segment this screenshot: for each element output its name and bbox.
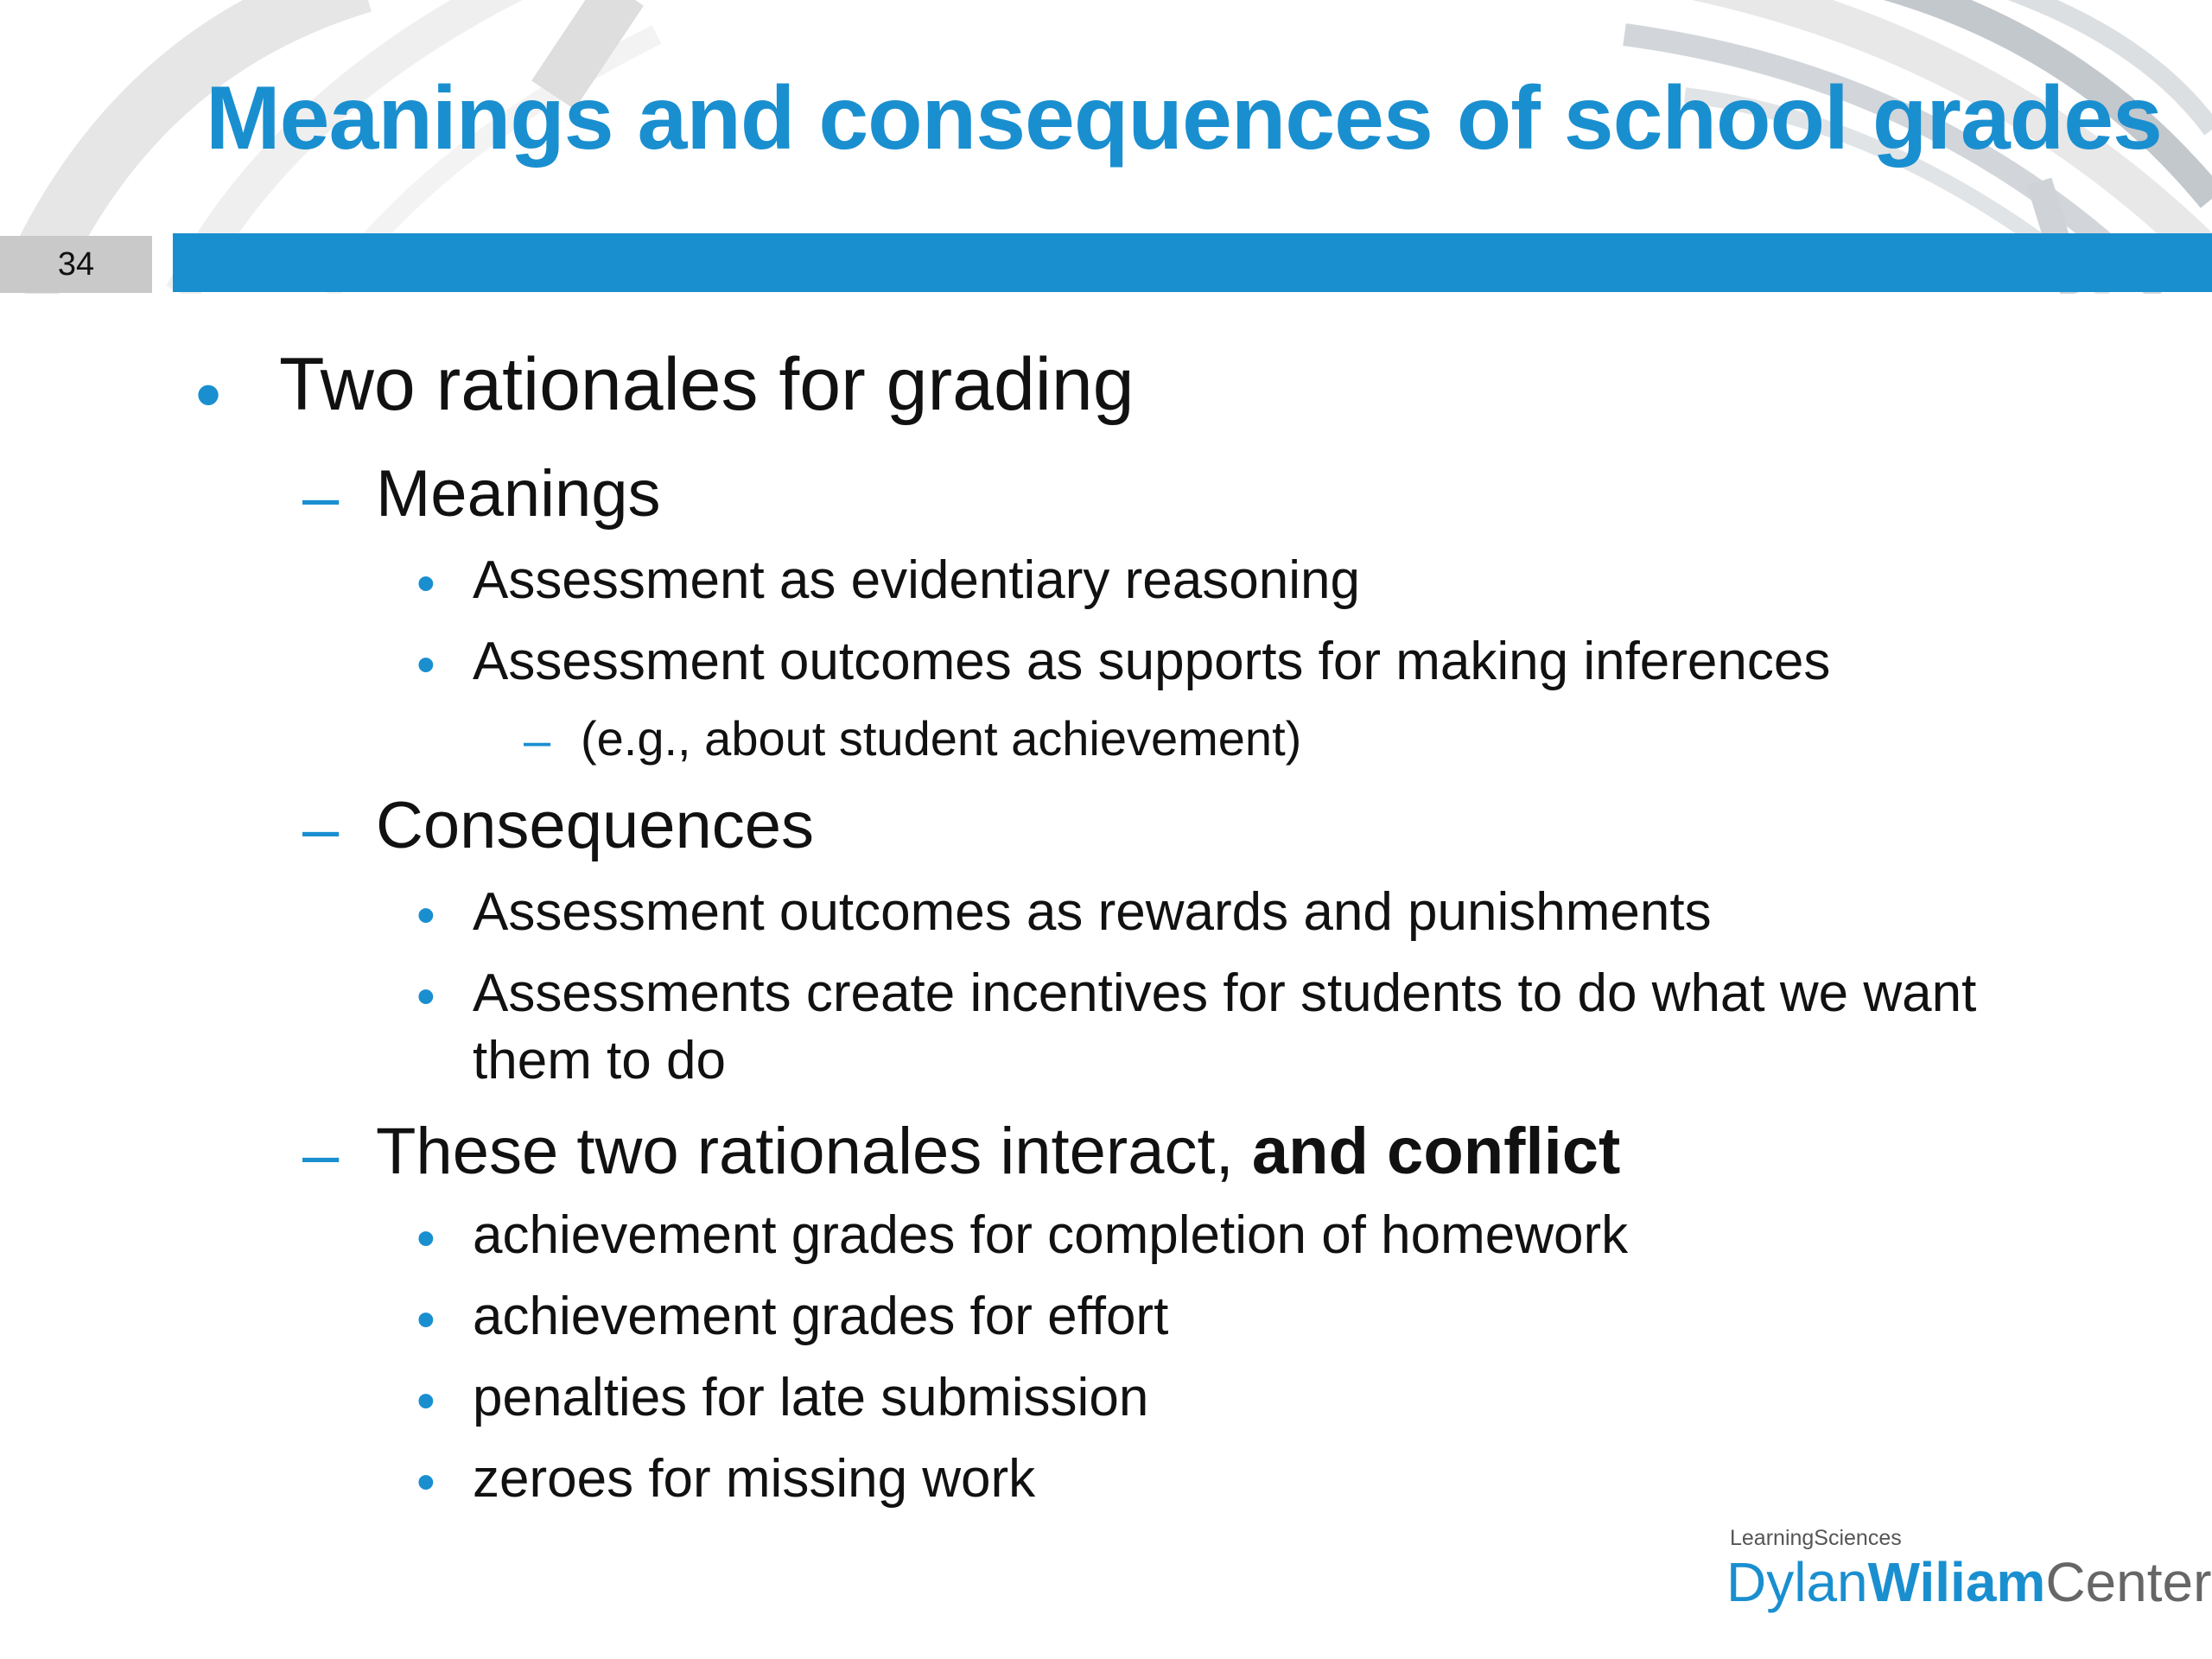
subheading-plain-text: These two rationales interact, [376,1115,1252,1188]
dash-marker: – [302,1118,340,1192]
list-item: Assessment outcomes as supports for making inferences [473,632,1831,691]
list-item: achievement grades for completion of homework [473,1205,1629,1265]
dylan-wiliam-center-logo [1726,1526,2212,1613]
slide-title: Meanings and consequences of school grades [206,68,2162,168]
list-item: zeroes for missing work [473,1449,1036,1509]
logo-wordmark: DylanWiliamCenter [1726,1551,2212,1613]
dash-marker: – [302,792,340,866]
list-item: achievement grades for effort [473,1287,1169,1346]
bullet-marker: • [416,1452,435,1512]
bullet-marker: • [416,1209,435,1268]
subheading-bold-text: and conflict [1251,1115,1621,1188]
bullet-marker: • [416,886,435,945]
subheading-meanings: Meanings [376,457,661,531]
list-item: penalties for late submission [473,1368,1149,1427]
logo-learning-sciences: LearningSciences [1730,1526,1902,1550]
bullet-marker: • [195,353,222,436]
bullet-marker: • [416,1290,435,1350]
list-item: Assessments create incentives for students to do what we want [473,963,1977,1023]
bullet-two-rationales: Two rationales for grading [279,343,1135,426]
list-item: Assessment as evidentiary reasoning [473,550,1360,610]
subheading-interact-conflict [376,1114,1620,1189]
bullet-marker: • [416,967,435,1027]
list-item: Assessment outcomes as rewards and punishments [473,882,1712,942]
page-number: 34 [0,236,152,293]
dash-marker: – [302,461,340,534]
list-item-continuation: them to do [473,1031,726,1090]
list-item: (e.g., about student achievement) [581,711,1302,766]
bullet-marker: • [416,554,435,613]
dash-marker: – [524,713,551,767]
bullet-marker: • [416,635,435,695]
bullet-marker: • [416,1371,435,1431]
title-underline-bar [173,233,2212,292]
subheading-consequences: Consequences [376,789,815,862]
